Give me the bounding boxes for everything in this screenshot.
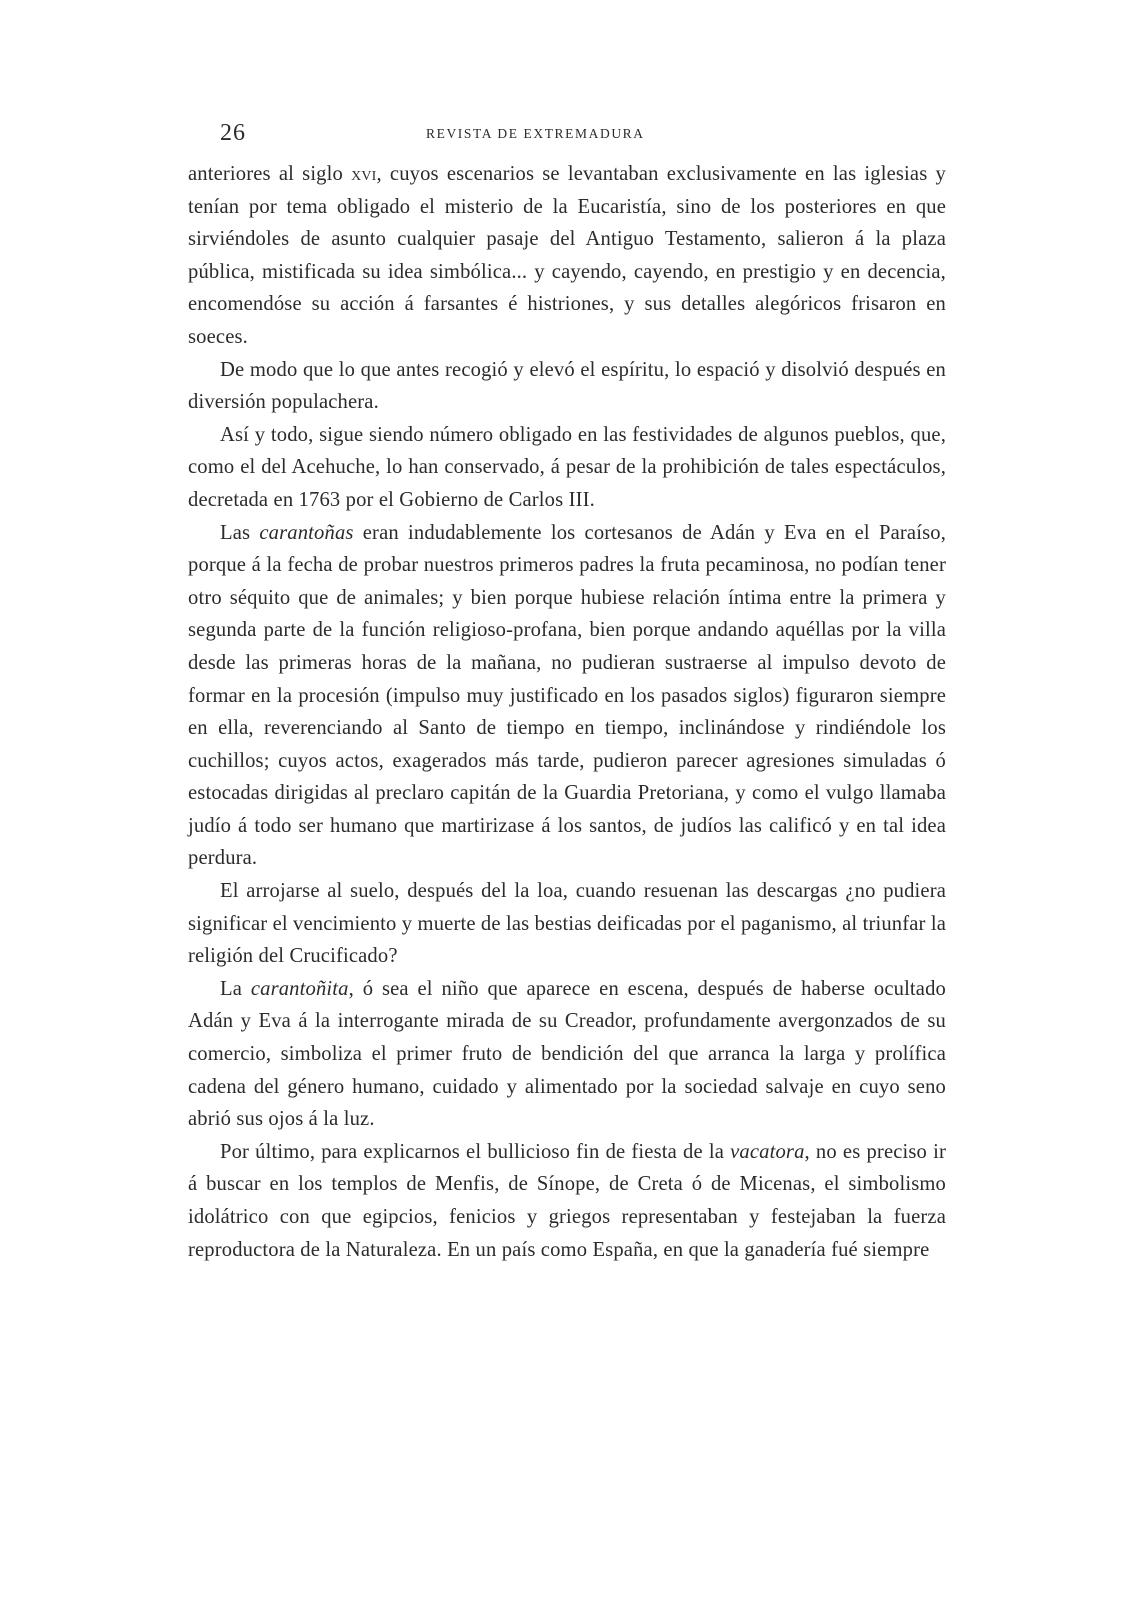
book-page [188,118,946,1266]
paragraph [188,875,946,973]
text-run: Las [220,521,260,544]
paragraph [188,1136,946,1266]
roman-numeral: xvi [351,163,377,185]
text-run: , ó sea el niño que aparece en escena, después de haberse ocultado Adán y Eva á la interrogante mirada de su Creador, profundamente avergonzados de su comercio, simboliza el primer fruto de bendición del que arranca la larga y prolífica cadena del género humano, cuidado y alimentado por la sociedad salvaje en cuyo seno abrió sus ojos á la luz. [188,977,946,1131]
paragraph [188,354,946,419]
page-number: 26 [220,120,246,146]
italic-term: carantoñita [250,977,349,1000]
paragraph [188,517,946,876]
text-run: anteriores al siglo [188,163,352,185]
paragraph [188,158,946,354]
text-run: Por último, para explicarnos el bullicioso fin de fiesta de la [220,1140,731,1163]
text-run: , no es preciso ir á buscar en los templos de Menfis, de Sínope, de Creta ó de Micenas, el simbolismo idolátrico con que egipcios, fenicios y griegos representaban y festejaban la fuerza reproductora de la Naturaleza. En un país como España, en que la ganadería fué siempre [188,1140,946,1261]
italic-term: carantoñas [259,521,354,544]
paragraph [188,973,946,1136]
text-run: eran indudablemente los cortesanos de Adán y Eva en el Paraíso, porque á la fecha de probar nuestros primeros padres la fruta pecaminosa, no podían tener otro séquito que de animales; y bien porque hubiese relación íntima entre la primera y segunda parte de la función religioso-profana, bien porque andando aquéllas por la villa desde las primeras horas de la mañana, no pudieran sustraerse al impulso devoto de formar en la procesión (impulso muy justificado en los pasados siglos) figuraron siempre en ella, reverenciando al Santo de tiempo en tiempo, inclinándose y rindiéndole los cuchillos; cuyos actos, exagerados más tarde, pudieron parecer agresiones simuladas ó estocadas dirigidas al preclaro capitán de la Guardia Pretoriana, y como el vulgo llamaba judío á todo ser humano que martirizase á los santos, de judíos las calificó y en tal idea perdura. [188,521,946,870]
text-run: La [220,977,251,1000]
text-run: Así y todo, sigue siendo número obligado en las festividades de algunos pueblos, que, como el del Acehuche, lo han conservado, á pesar de la prohibición de tales espectáculos, decretada en 1763 por el Gobierno de Carlos III. [188,423,946,511]
paragraph [188,419,946,517]
body-text [188,158,946,1266]
italic-term: vacatora [730,1140,805,1163]
text-run: El arrojarse al suelo, después del la loa, cuando resuenan las descargas ¿no pudiera significar el vencimiento y muerte de las bestias deificadas por el paganismo, al triunfar la religión del Crucificado? [188,880,946,968]
running-head: REVISTA DE EXTREMADURA [426,126,645,141]
text-run: De modo que lo que antes recogió y elevó el espíritu, lo espació y disolvió después en diversión populachera. [188,358,946,414]
text-run: , cuyos escenarios se levantaban exclusivamente en las iglesias y tenían por tema obligado el misterio de la Eucaristía, sino de los posteriores en que sirviéndoles de asunto cualquier pasaje del Antiguo Testamento, salieron á la plaza pública, mistificada su idea simbólica... y cayendo, cayendo, en prestigio y en decencia, encomendóse su acción á farsantes é histriones, y sus detalles alegóricos frisaron en soeces. [188,163,946,348]
page-header [188,118,946,158]
